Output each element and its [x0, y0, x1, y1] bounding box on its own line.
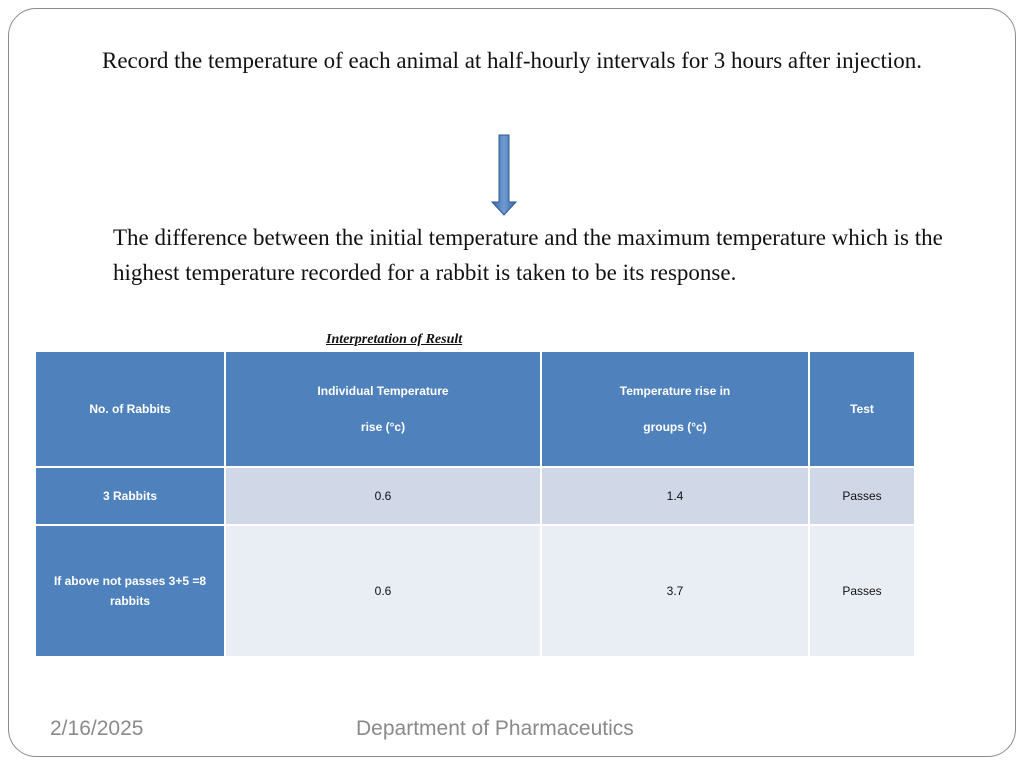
footer-department: Department of Pharmaceutics [356, 717, 634, 740]
header-individual-temperature [225, 351, 541, 467]
table-caption: Interpretation of Result [326, 332, 463, 347]
row-group-rise: 1.4 [541, 467, 809, 525]
row-group-rise: 3.7 [541, 525, 809, 657]
instruction-paragraph: Record the temperature of each animal at half-hourly intervals for 3 hours after injection. [102, 48, 923, 73]
down-arrow-icon [490, 134, 518, 216]
footer-date: 2/16/2025 [50, 717, 144, 740]
row-test-result: Passes [809, 525, 915, 657]
table-row [35, 525, 915, 657]
row-individual-rise: 0.6 [225, 467, 541, 525]
table-row [35, 467, 915, 525]
row-individual-rise: 0.6 [225, 525, 541, 657]
row-rabbits-count: 3 Rabbits [35, 467, 225, 525]
header-individual-line2: rise (°c) [360, 420, 406, 434]
header-group-line1: Temperature rise in [619, 384, 731, 398]
header-individual-line1: Individual Temperature [317, 384, 449, 398]
header-no-of-rabbits: No. of Rabbits [35, 351, 225, 467]
table-header-row [35, 351, 915, 467]
header-group-line2: groups (°c) [643, 420, 707, 434]
response-definition-paragraph: The difference between the initial temperature and the maximum temperature which is the highest temperature recorded for a rabbit is taken to be its response. [113, 225, 943, 285]
header-group-temperature [541, 351, 809, 467]
row-rabbits-count: If above not passes 3+5 =8 rabbits [35, 525, 225, 657]
interpretation-table [34, 350, 916, 658]
header-test: Test [809, 351, 915, 467]
row-test-result: Passes [809, 467, 915, 525]
